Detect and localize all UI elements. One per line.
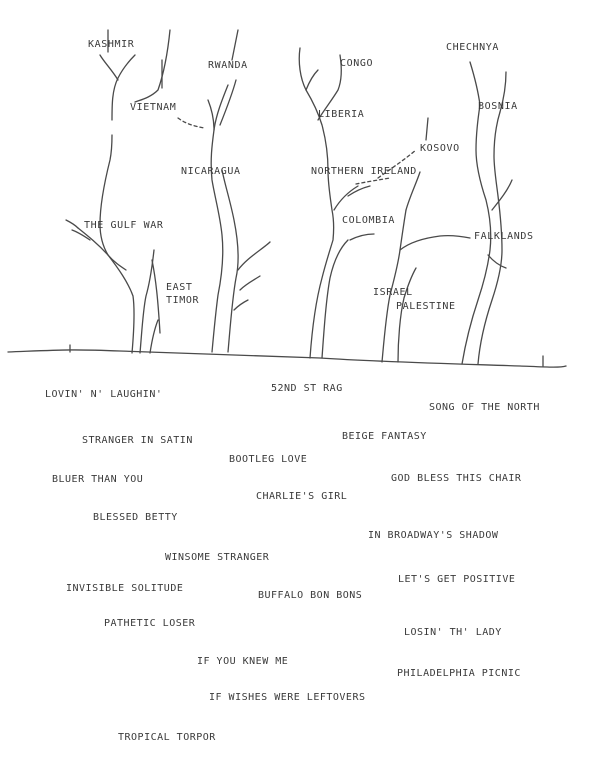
tree-label-rwanda: RWANDA bbox=[208, 60, 248, 71]
tree-label-liberia: LIBERIA bbox=[318, 109, 365, 120]
tree-label-timor: TIMOR bbox=[166, 295, 200, 306]
tree-2-branch bbox=[234, 300, 248, 310]
tree-label-vietnam: VIETNAM bbox=[130, 102, 177, 113]
tree-label-colombia: COLOMBIA bbox=[342, 215, 395, 226]
tree-2-branch bbox=[232, 30, 238, 60]
tree-4-branch bbox=[426, 118, 428, 140]
tree-3-dashed bbox=[356, 178, 390, 184]
tree-3-branch bbox=[350, 234, 374, 240]
tree-label-northern-ireland: NORTHERN IRELAND bbox=[311, 166, 417, 177]
song-title: SONG OF THE NORTH bbox=[429, 402, 540, 413]
song-title: IN BROADWAY'S SHADOW bbox=[368, 530, 499, 541]
tree-1-branch bbox=[100, 55, 118, 80]
song-title: GOD BLESS THIS CHAIR bbox=[391, 473, 522, 484]
song-title: BLESSED BETTY bbox=[93, 512, 178, 523]
song-title: INVISIBLE SOLITUDE bbox=[66, 583, 184, 594]
song-title: IF WISHES WERE LEFTOVERS bbox=[209, 692, 366, 703]
song-title: 52ND ST RAG bbox=[271, 383, 343, 394]
tree-2-branch bbox=[238, 242, 270, 270]
tree-1-trunk-right bbox=[140, 250, 154, 353]
tree-2-dashed bbox=[178, 118, 204, 128]
tree-4-branch bbox=[400, 236, 470, 250]
tree-label-nicaragua: NICARAGUA bbox=[181, 166, 241, 177]
song-title: IF YOU KNEW ME bbox=[197, 656, 289, 667]
tree-1-branch bbox=[100, 135, 112, 255]
tree-3-trunk-right bbox=[322, 240, 348, 358]
song-title: BLUER THAN YOU bbox=[52, 474, 144, 485]
song-title: LOVIN' N' LAUGHIN' bbox=[45, 389, 163, 400]
tree-label-congo: CONGO bbox=[340, 58, 374, 69]
tree-3-branch bbox=[334, 186, 358, 210]
tree-label-east: EAST bbox=[166, 282, 193, 293]
tree-label-falklands: FALKLANDS bbox=[474, 231, 534, 242]
song-title: STRANGER IN SATIN bbox=[82, 435, 193, 446]
tree-label-kashmir: KASHMIR bbox=[88, 39, 135, 50]
tree-5-branch bbox=[492, 180, 512, 210]
tree-label-kosovo: KOSOVO bbox=[420, 143, 460, 154]
ground-line bbox=[8, 350, 566, 367]
tree-5-branch bbox=[470, 62, 480, 105]
tree-1-trunk-left bbox=[78, 228, 134, 353]
tree-1-branch bbox=[135, 30, 170, 102]
song-title: CHARLIE'S GIRL bbox=[256, 491, 348, 502]
tree-1-branch bbox=[66, 220, 78, 228]
song-title: BUFFALO BON BONS bbox=[258, 590, 363, 601]
tree-4-branch bbox=[406, 172, 420, 210]
song-title: PATHETIC LOSER bbox=[104, 618, 196, 629]
song-title: LOSIN' TH' LADY bbox=[404, 627, 502, 638]
tree-3-branch bbox=[306, 70, 318, 90]
tree-2-branch bbox=[150, 320, 158, 353]
tree-2-trunk-right bbox=[222, 170, 238, 352]
tree-label-bosnia: BOSNIA bbox=[478, 101, 518, 112]
song-title: TROPICAL TORPOR bbox=[118, 732, 216, 743]
song-title: PHILADELPHIA PICNIC bbox=[397, 668, 521, 679]
tree-4-trunk-right bbox=[398, 268, 416, 362]
tree-5-branch bbox=[488, 255, 506, 268]
tree-2-trunk-left bbox=[208, 100, 223, 352]
song-title: WINSOME STRANGER bbox=[165, 552, 270, 563]
tree-label-gulf-war: THE GULF WAR bbox=[84, 220, 164, 231]
tree-label-palestine: PALESTINE bbox=[396, 301, 456, 312]
song-title: BEIGE FANTASY bbox=[342, 431, 427, 442]
tree-2-branch bbox=[240, 276, 260, 290]
tree-4-trunk-left bbox=[382, 210, 406, 362]
tree-3-trunk-left bbox=[299, 48, 333, 358]
tree-label-israel: ISRAEL bbox=[373, 287, 413, 298]
song-title: LET'S GET POSITIVE bbox=[398, 574, 516, 585]
song-title: BOOTLEG LOVE bbox=[229, 454, 308, 465]
tree-label-chechnya: CHECHNYA bbox=[446, 42, 499, 53]
tree-2-branch bbox=[152, 260, 160, 333]
